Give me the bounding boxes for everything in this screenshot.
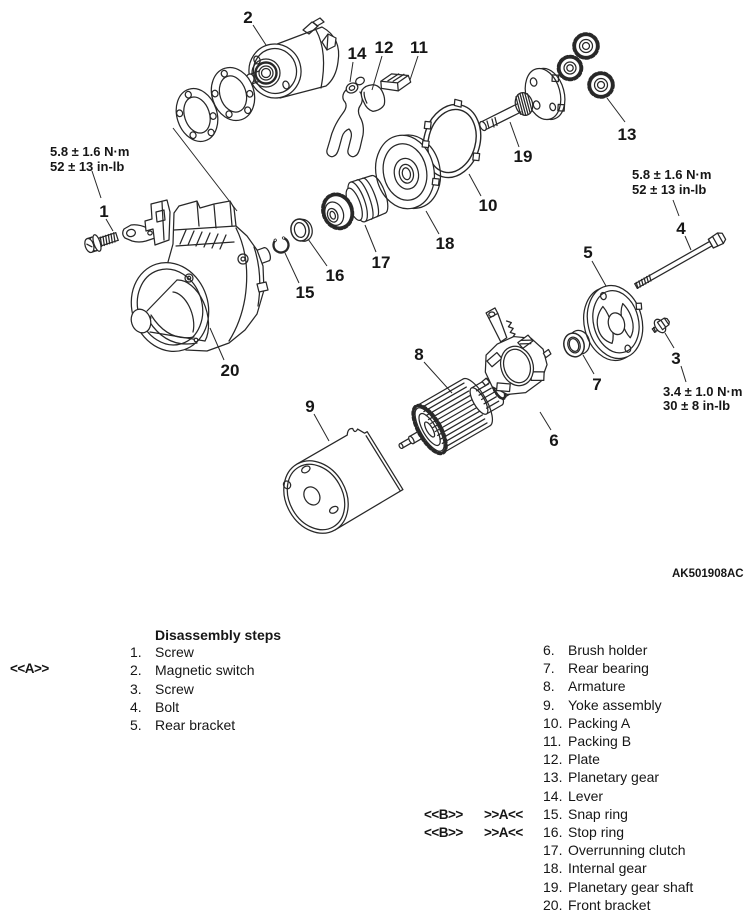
- step-item: [543, 661, 649, 676]
- step-item: [130, 718, 235, 733]
- step-item: [130, 700, 179, 715]
- step-number: 2.: [130, 662, 142, 678]
- step-number: 4.: [130, 699, 142, 715]
- step-number: 1.: [130, 644, 142, 660]
- step-number: 15.: [543, 806, 563, 822]
- step-label: Bolt: [155, 699, 180, 715]
- step-number: 10.: [543, 715, 563, 731]
- step-label: Packing A: [568, 715, 631, 731]
- torque-bolt4-inlb: 52 ± 13 in-lb: [632, 182, 707, 197]
- step-label: Brush holder: [568, 642, 648, 658]
- marker-a-rev-step16: >>A<<: [484, 825, 523, 840]
- marker-b-step15: <<B>>: [424, 807, 463, 822]
- callout-13: 13: [617, 125, 637, 144]
- step-label: Screw: [155, 644, 194, 660]
- steps-title: Disassembly steps: [155, 627, 282, 643]
- step-item: [543, 698, 662, 713]
- torque-screw1-nm: 5.8 ± 1.6 N·m: [50, 144, 130, 159]
- callout-10: 10: [478, 196, 498, 215]
- step-label: Stop ring: [568, 824, 625, 840]
- step-number: 12.: [543, 751, 563, 767]
- step-label: Overrunning clutch: [568, 842, 686, 858]
- step-number: 8.: [543, 678, 555, 694]
- step-label: Packing B: [568, 733, 632, 749]
- callout-7: 7: [592, 375, 602, 394]
- step-item: [543, 734, 631, 749]
- callout-16: 16: [325, 266, 345, 285]
- step-item: [543, 716, 630, 731]
- step-label: Snap ring: [568, 806, 628, 822]
- callout-6: 6: [549, 431, 559, 450]
- callout-17: 17: [371, 253, 391, 272]
- callout-5: 5: [583, 243, 593, 262]
- marker-a-step2: <<A>>: [10, 661, 49, 676]
- step-label: Armature: [568, 678, 626, 694]
- step-item: [543, 825, 624, 840]
- step-label: Lever: [568, 788, 604, 804]
- callout-15: 15: [295, 283, 315, 302]
- torque-screw3-inlb: 30 ± 8 in-lb: [663, 398, 731, 413]
- step-number: 14.: [543, 788, 563, 804]
- step-number: 6.: [543, 642, 555, 658]
- callout-2: 2: [243, 8, 253, 27]
- step-number: 11.: [543, 733, 562, 749]
- step-number: 13.: [543, 769, 563, 785]
- callout-8: 8: [414, 345, 424, 364]
- step-number: 18.: [543, 860, 563, 876]
- figure-code: AK501908AC: [672, 568, 744, 580]
- step-item: [130, 645, 194, 660]
- callout-19: 19: [513, 147, 533, 166]
- step-label: Planetary gear: [568, 769, 660, 785]
- step-label: Rear bearing: [568, 660, 649, 676]
- step-label: Front bracket: [568, 897, 651, 913]
- step-item: [543, 643, 647, 658]
- step-number: 3.: [130, 681, 142, 697]
- callout-4: 4: [676, 219, 686, 238]
- step-item: [543, 861, 647, 876]
- step-number: 7.: [543, 660, 555, 676]
- marker-b-step16: <<B>>: [424, 825, 463, 840]
- step-number: 5.: [130, 717, 142, 733]
- step-label: Screw: [155, 681, 194, 697]
- step-number: 17.: [543, 842, 563, 858]
- step-label: Plate: [568, 751, 600, 767]
- callout-20: 20: [220, 361, 240, 380]
- callout-14: 14: [347, 44, 367, 63]
- torque-screw1-inlb: 52 ± 13 in-lb: [50, 159, 125, 174]
- callout-9: 9: [305, 397, 315, 416]
- step-item: [543, 880, 693, 895]
- step-number: 19.: [543, 879, 563, 895]
- callout-11: 11: [410, 38, 428, 57]
- step-item: [543, 752, 600, 767]
- step-label: Magnetic switch: [155, 662, 255, 678]
- marker-a-rev-step15: >>A<<: [484, 807, 523, 822]
- torque-bolt4-nm: 5.8 ± 1.6 N·m: [632, 167, 712, 182]
- step-number: 16.: [543, 824, 563, 840]
- step-number: 20.: [543, 897, 563, 913]
- step-label: Yoke assembly: [568, 697, 662, 713]
- step-label: Rear bracket: [155, 717, 236, 733]
- step-item: [130, 663, 255, 678]
- step-item: [543, 898, 650, 913]
- callout-1: 1: [99, 202, 109, 221]
- step-item: [130, 682, 194, 697]
- step-item: [543, 789, 603, 804]
- step-item: [543, 843, 686, 858]
- step-number: 9.: [543, 697, 555, 713]
- callout-3: 3: [671, 349, 681, 368]
- step-item: [543, 770, 659, 785]
- step-label: Planetary gear shaft: [568, 879, 694, 895]
- step-item: [543, 679, 626, 694]
- callout-18: 18: [435, 234, 455, 253]
- callout-12: 12: [374, 38, 394, 57]
- torque-screw3-nm: 3.4 ± 1.0 N·m: [663, 384, 743, 399]
- step-item: [543, 807, 628, 822]
- step-label: Internal gear: [568, 860, 647, 876]
